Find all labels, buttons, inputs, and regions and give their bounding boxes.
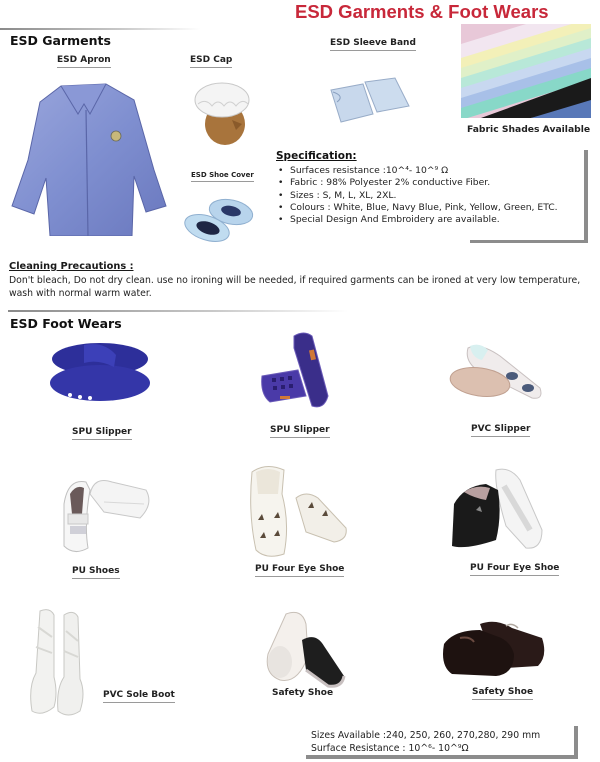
apron-label: ESD Apron bbox=[57, 55, 111, 68]
footwear-label: PVC Sole Boot bbox=[103, 690, 175, 703]
esd-shoe-cover-image bbox=[183, 196, 255, 242]
spu-slipper-image bbox=[44, 337, 156, 405]
sizes-available: Sizes Available :240, 250, 260, 270,280, 290 mm bbox=[311, 730, 541, 741]
pvc-slipper-image bbox=[440, 342, 548, 404]
footwear-label: PU Four Eye Shoe bbox=[470, 563, 559, 576]
fabric-shades-label: Fabric Shades Available bbox=[467, 124, 591, 135]
footwear-label: SPU Slipper bbox=[72, 427, 132, 440]
spec-item: • Special Design And Embroidery are available. bbox=[276, 214, 576, 226]
section-divider bbox=[0, 28, 200, 30]
footwear-specs-box bbox=[306, 726, 578, 759]
sleeve-band-label: ESD Sleeve Band bbox=[330, 38, 416, 51]
spu-slipper-2-image bbox=[258, 330, 348, 416]
footwear-label: Safety Shoe bbox=[272, 688, 334, 698]
spec-bottom-bar bbox=[470, 240, 588, 243]
footwear-label: PU Shoes bbox=[72, 566, 120, 579]
pu-four-eye-shoe-black-image bbox=[446, 466, 546, 556]
fabric-shades-image bbox=[461, 24, 591, 118]
page-title: ESD Garments & Foot Wears bbox=[295, 1, 549, 22]
spec-item: • Fabric : 98% Polyester 2% conductive Fiber. bbox=[276, 177, 576, 189]
footwear-label: SPU Slipper bbox=[270, 425, 330, 438]
shoe-cover-label: ESD Shoe Cover bbox=[191, 171, 254, 182]
spec-side-bar bbox=[584, 150, 588, 242]
specification-heading: Specification: bbox=[276, 150, 357, 162]
cleaning-text: Don't bleach, Do not dry clean. use no ironing will be needed, if required garments can be ironed at very low temperature, wash with normal warm water. bbox=[9, 275, 581, 299]
footwear-label: Safety Shoe bbox=[472, 687, 533, 700]
pu-four-eye-shoe-image bbox=[246, 464, 350, 560]
safety-shoe-white-image bbox=[262, 610, 346, 688]
esd-sleeve-band-image bbox=[325, 76, 425, 126]
cleaning-heading: Cleaning Precautions : bbox=[9, 261, 134, 272]
spec-item: • Sizes : S, M, L, XL, 2XL. bbox=[276, 190, 576, 202]
garments-heading: ESD Garments bbox=[10, 33, 111, 48]
footwear-label: PVC Slipper bbox=[471, 424, 530, 437]
surface-resistance: Surface Resistance : 10^⁶- 10^⁹Ω bbox=[311, 742, 469, 754]
footwear-heading: ESD Foot Wears bbox=[10, 316, 122, 331]
pvc-sole-boot-image bbox=[24, 607, 90, 719]
section-divider bbox=[8, 310, 348, 312]
safety-shoe-black-image bbox=[440, 614, 548, 680]
spec-item: • Surfaces resistance :10^⁴- 10^⁹ Ω bbox=[276, 165, 576, 177]
pu-shoes-image bbox=[54, 474, 150, 556]
cap-label: ESD Cap bbox=[190, 55, 232, 68]
footwear-label: PU Four Eye Shoe bbox=[255, 564, 344, 577]
esd-cap-image bbox=[192, 80, 250, 146]
spec-item: • Colours : White, Blue, Navy Blue, Pink, Yellow, Green, ETC. bbox=[276, 202, 576, 214]
esd-apron-image bbox=[6, 80, 168, 236]
specification-list bbox=[276, 165, 576, 226]
